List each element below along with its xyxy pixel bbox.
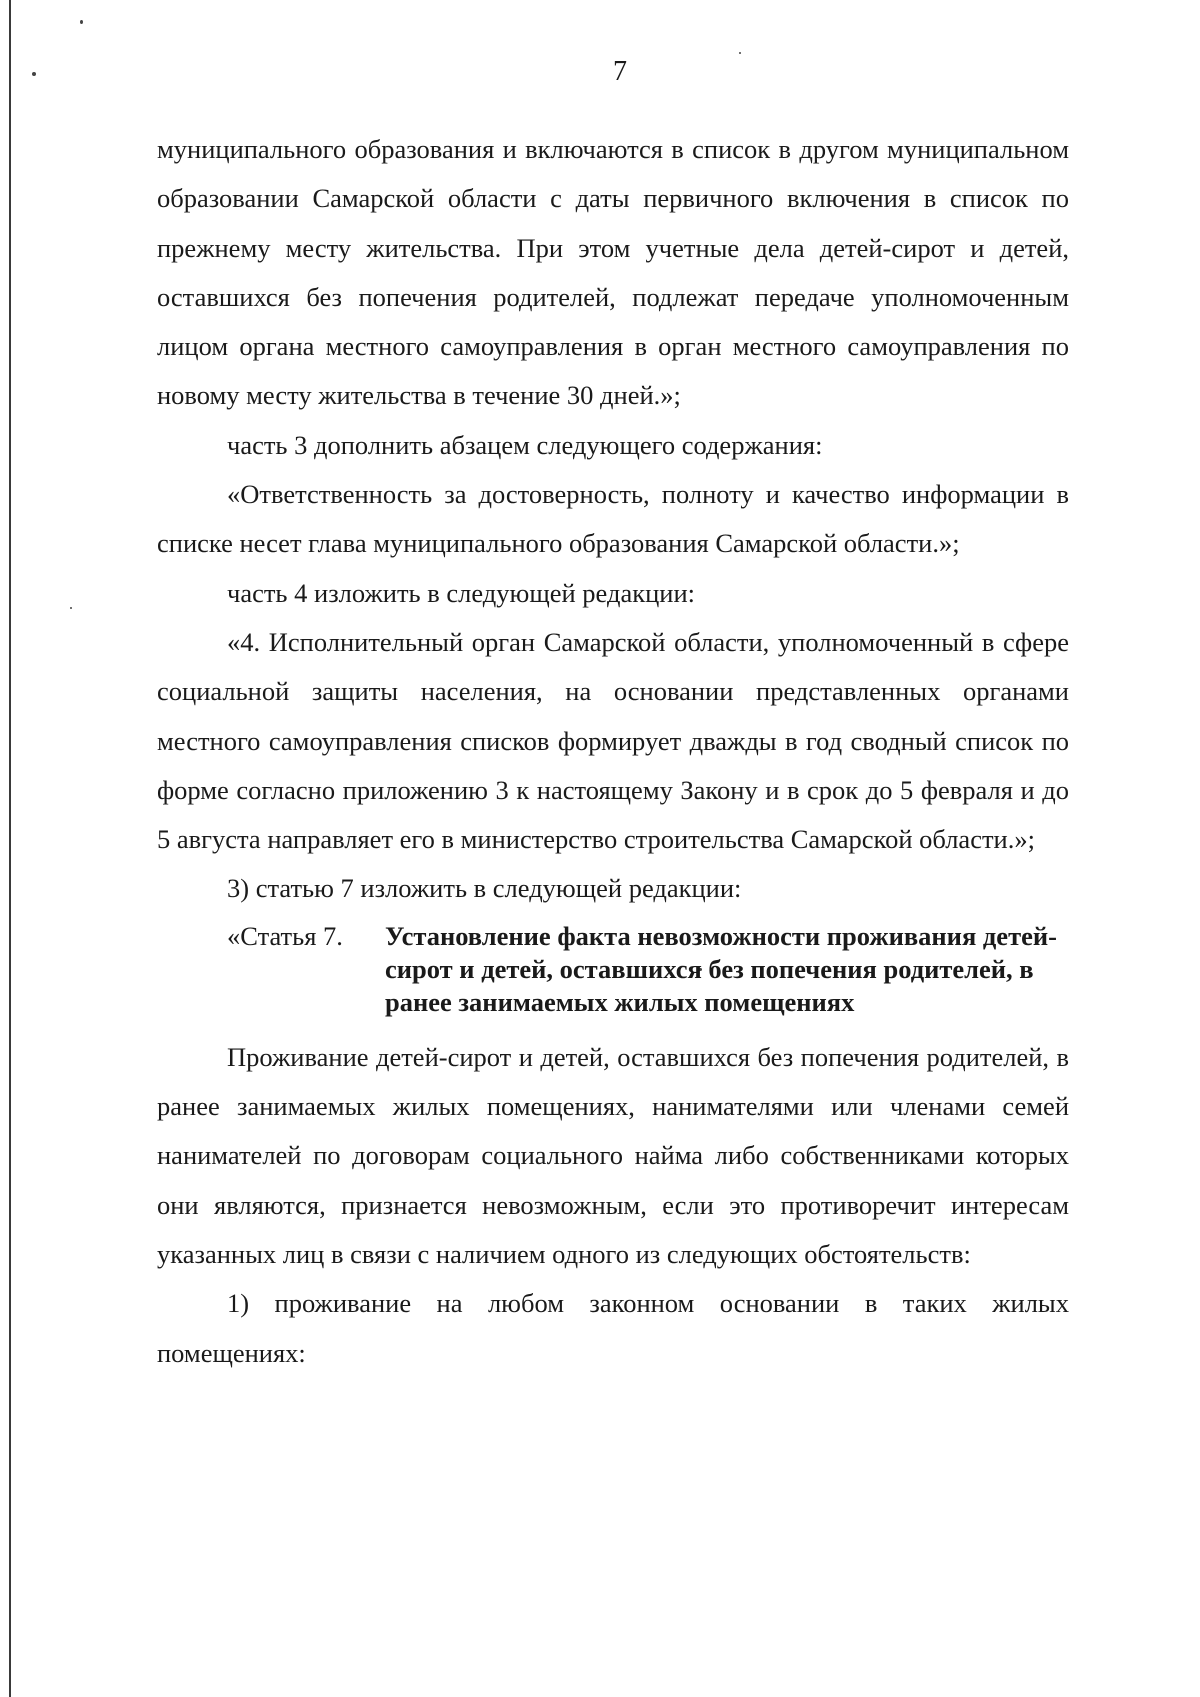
article-label: «Статья 7. (227, 920, 343, 951)
paragraph-article-body: Проживание детей-сирот и детей, оставшихся без попечения родителей, в ранее занимаемых жилых помещениях, нанимателями или членами семей нанимателей по договорам социального найма либо собственниками которых они являются, признается невозможным, если это противоречит интересам указанных лиц в связи с наличием одного из следующих обстоятельств: (157, 1041, 1069, 1269)
article-heading (157, 920, 1069, 1019)
paragraph-amendment-part4: часть 4 изложить в следующей редакции: (227, 577, 695, 608)
paragraph-quote-part4: «4. Исполнительный орган Самарской области, уполномоченный в сфере социальной защиты населения, на основании представленных органами местного самоуправления списков формирует дважды в год сводный список по форме согласно приложению 3 к настоящему Закону и в срок до 5 февраля и до 5 августа направляет его в министерство строительства Самарской области.»; (157, 626, 1069, 855)
paragraph-continuation: муниципального образования и включаются в список в другом муниципальном образовании Самарской области с даты первичного включения в список по прежнему месту жительства. При этом учетные дела детей-сирот и детей, оставшихся без попечения родителей, подлежат передаче уполномоченным лицом органа местного самоуправления в орган местного самоуправления по новому месту жительства в течение 30 дней.»; (157, 134, 1069, 411)
document-body (157, 125, 1069, 1378)
paragraph-quote-responsibility: «Ответственность за достоверность, полноту и качество информации в списке несет глава муниципального образования Самарской области.»; (157, 479, 1069, 559)
scan-speck (70, 607, 72, 609)
paragraph-list-item-1: 1) проживание на любом законном основании в таких жилых помещениях: (157, 1288, 1069, 1368)
scan-speck (739, 52, 741, 54)
paragraph-amendment-part3: часть 3 дополнить абзацем следующего содержания: (227, 429, 823, 460)
article-title: Установление факта невозможности проживания детей-сирот и детей, оставшихся без попечения родителей, в ранее занимаемых жилых помещениях (385, 920, 1057, 1017)
scan-edge-line (9, 0, 11, 1697)
scan-speck (80, 20, 83, 24)
page-number: 7 (613, 56, 627, 87)
paragraph-amendment-article7: 3) статью 7 изложить в следующей редакции: (227, 873, 742, 904)
